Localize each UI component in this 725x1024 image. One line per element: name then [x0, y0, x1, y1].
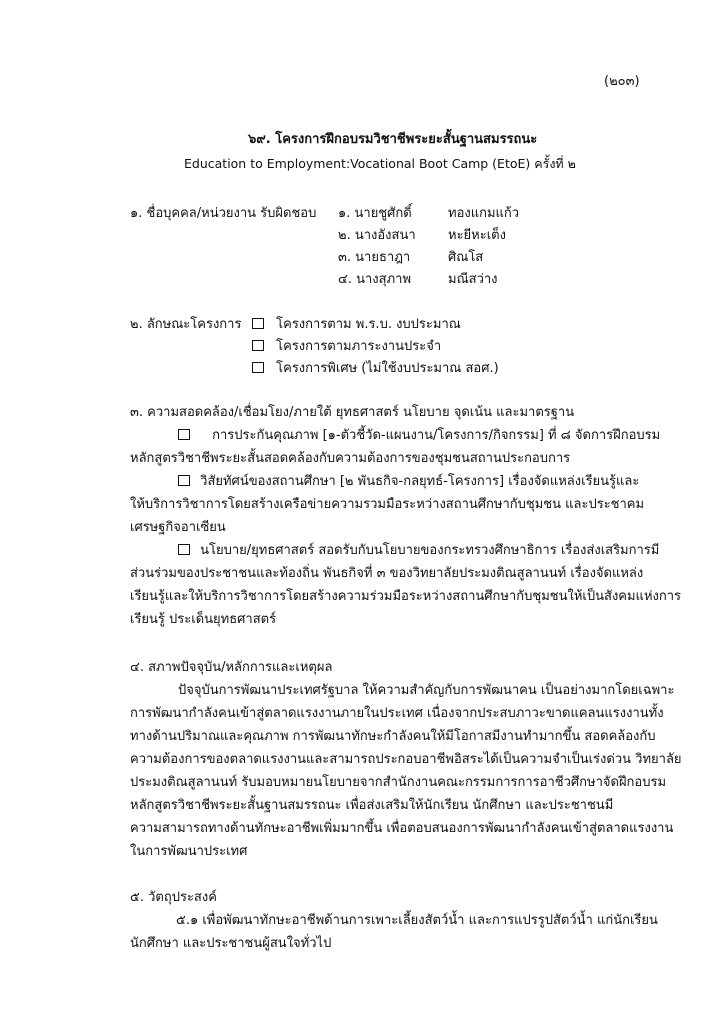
person-2-surname: หะยีหะเต็ง	[448, 228, 506, 243]
checkbox-icon[interactable]	[178, 429, 190, 440]
person-4-surname: มณีสว่าง	[448, 272, 498, 287]
person-2-name: ๒. นางอังสนา	[338, 228, 416, 243]
checkbox-icon[interactable]	[178, 475, 190, 486]
s5-line: นักศึกษา และประชาชนผู้สนใจทั่วไป	[130, 936, 332, 951]
person-3-name: ๓. นายธาฎา	[338, 250, 411, 265]
document-subtitle: Education to Employment:Vocational Boot Camp (EtoE) ครั้งที่ ๒	[184, 156, 576, 171]
checkbox-icon[interactable]	[252, 362, 264, 373]
s3-item-3	[178, 543, 659, 559]
person-3-surname: ศิณโส	[448, 250, 484, 265]
section-5-heading: ๕. วัตถุประสงค์	[130, 890, 217, 905]
s5-line: ๕.๑ เพื่อพัฒนาทักษะอาชีพด้านการเพาะเลี้ยงสัตว์น้ำ และการแปรรูปสัตว์น้ำ แก่นักเรียน	[176, 913, 658, 928]
s3-line: ให้บริการวิชาการโดยสร้างเครือข่ายความรวมมือระหว่างสถานศึกษากับชุมชน และประชาคม	[130, 497, 645, 512]
s3-line: เรียนรู้และให้บริการวิชาการโดยสร้างความร่วมมือระหว่างสถานศึกษากับชุมชนให้เป็นสังคมแห่งการ	[130, 589, 682, 604]
s3-line: การประกันคุณภาพ [๑-ตัวชี้วัด-แผนงาน/โครงการ/กิจกรรม] ที่ ๘ จัดการฝึกอบรม	[212, 428, 661, 443]
option-1	[252, 317, 461, 333]
s4-line: ความต้องการของตลาดแรงงานและสามารถประกอบอาชีพอิสระได้เป็นความจำเป็นเร่งด่วน วิทยาลัย	[130, 752, 682, 767]
s3-line: วิสัยทัศน์ของสถานศึกษา [๒ พันธกิจ-กลยุทธ์-โครงการ] เรื่องจัดแหล่งเรียนรู้และ	[200, 474, 640, 489]
s3-item-2	[178, 474, 639, 490]
s4-line: การพัฒนากำลังคนเข้าสู่ตลาดแรงงานภายในประเทศ เนื่องจากประสบภาวะขาดแคลนแรงงานทั้ง	[130, 706, 664, 721]
option-2	[252, 339, 441, 355]
person-4-name: ๔. นางสุภาพ	[338, 272, 412, 287]
checkbox-icon[interactable]	[178, 544, 190, 555]
section-3-heading: ๓. ความสอดคล้อง/เชื่อมโยง/ภายใต้ ยุทธศาสตร์ นโยบาย จุดเน้น และมาตรฐาน	[130, 405, 575, 420]
s4-line: ประมงติณสูลานนท์ รับมอบหมายนโยบายจากสำนักงานคณะกรรมการการอาชีวศึกษาจัดฝึกอบรม	[130, 775, 667, 790]
section-4-heading: ๔. สภาพปัจจุบัน/หลักการและเหตุผล	[130, 660, 333, 675]
person-1-name: ๑. นายชูศักดิ์	[338, 206, 412, 221]
option-1-label: โครงการตาม พ.ร.บ. งบประมาณ	[276, 317, 461, 332]
page-number: (๒๐๓)	[604, 74, 640, 89]
section-2-label: ๒. ลักษณะโครงการ	[130, 317, 242, 332]
person-1-surname: ทองแกมแก้ว	[448, 206, 520, 221]
checkbox-icon[interactable]	[252, 318, 264, 329]
checkbox-icon[interactable]	[252, 340, 264, 351]
s4-line: ในการพัฒนาประเทศ	[130, 844, 248, 859]
option-2-label: โครงการตามภาระงานประจำ	[276, 339, 442, 354]
s3-line: เรียนรู้ ประเด็นยุทธศาสตร์	[130, 612, 277, 627]
s4-line: หลักสูตรวิชาชีพระยะสั้นฐานสมรรถนะ เพื่อส่งเสริมให้นักเรียน นักศึกษา และประชาชนมี	[130, 798, 614, 813]
s3-line: เศรษฐกิจอาเซียน	[130, 520, 226, 535]
s3-line: หลักสูตรวิชาชีพระยะสั้นสอดคล้องกับความต้องการของชุมชนสถานประกอบการ	[130, 451, 571, 466]
s3-item-1	[178, 428, 660, 444]
s4-line: ทางด้านปริมาณและคุณภาพ การพัฒนาทักษะกำลังคนให้มีโอกาสมีงานทำมากขึ้น สอดคล้องกับ	[130, 729, 656, 744]
s4-line: ความสามารถทางด้านทักษะอาชีพเพิ่มมากขึ้น เพื่อตอบสนองการพัฒนากำลังคนเข้าสู่ตลาดแรงงาน	[130, 821, 674, 836]
option-3-label: โครงการพิเศษ (ไม่ใช้งบประมาณ สอศ.)	[276, 361, 499, 376]
document-title: ๖๙. โครงการฝึกอบรมวิชาชีพระยะสั้นฐานสมรรถนะ	[248, 132, 538, 147]
s3-line: ส่วนร่วมของประชาชนและท้องถิ่น พันธกิจที่ ๓ ของวิทยาลัยประมงติณสูลานนท์ เรื่องจัดแหล่ง	[130, 566, 644, 581]
option-3	[252, 361, 499, 377]
s4-line: ปัจจุบันการพัฒนาประเทศรัฐบาล ให้ความสำคัญกับการพัฒนาคน เป็นอย่างมากโดยเฉพาะ	[178, 683, 675, 698]
s3-line: นโยบาย/ยุทธศาสตร์ สอดรับกับนโยบายของกระทรวงศึกษาธิการ เรื่องส่งเสริมการมี	[200, 543, 660, 558]
section-1-label: ๑. ชื่อบุคคล/หน่วยงาน รับผิดชอบ	[130, 206, 317, 221]
